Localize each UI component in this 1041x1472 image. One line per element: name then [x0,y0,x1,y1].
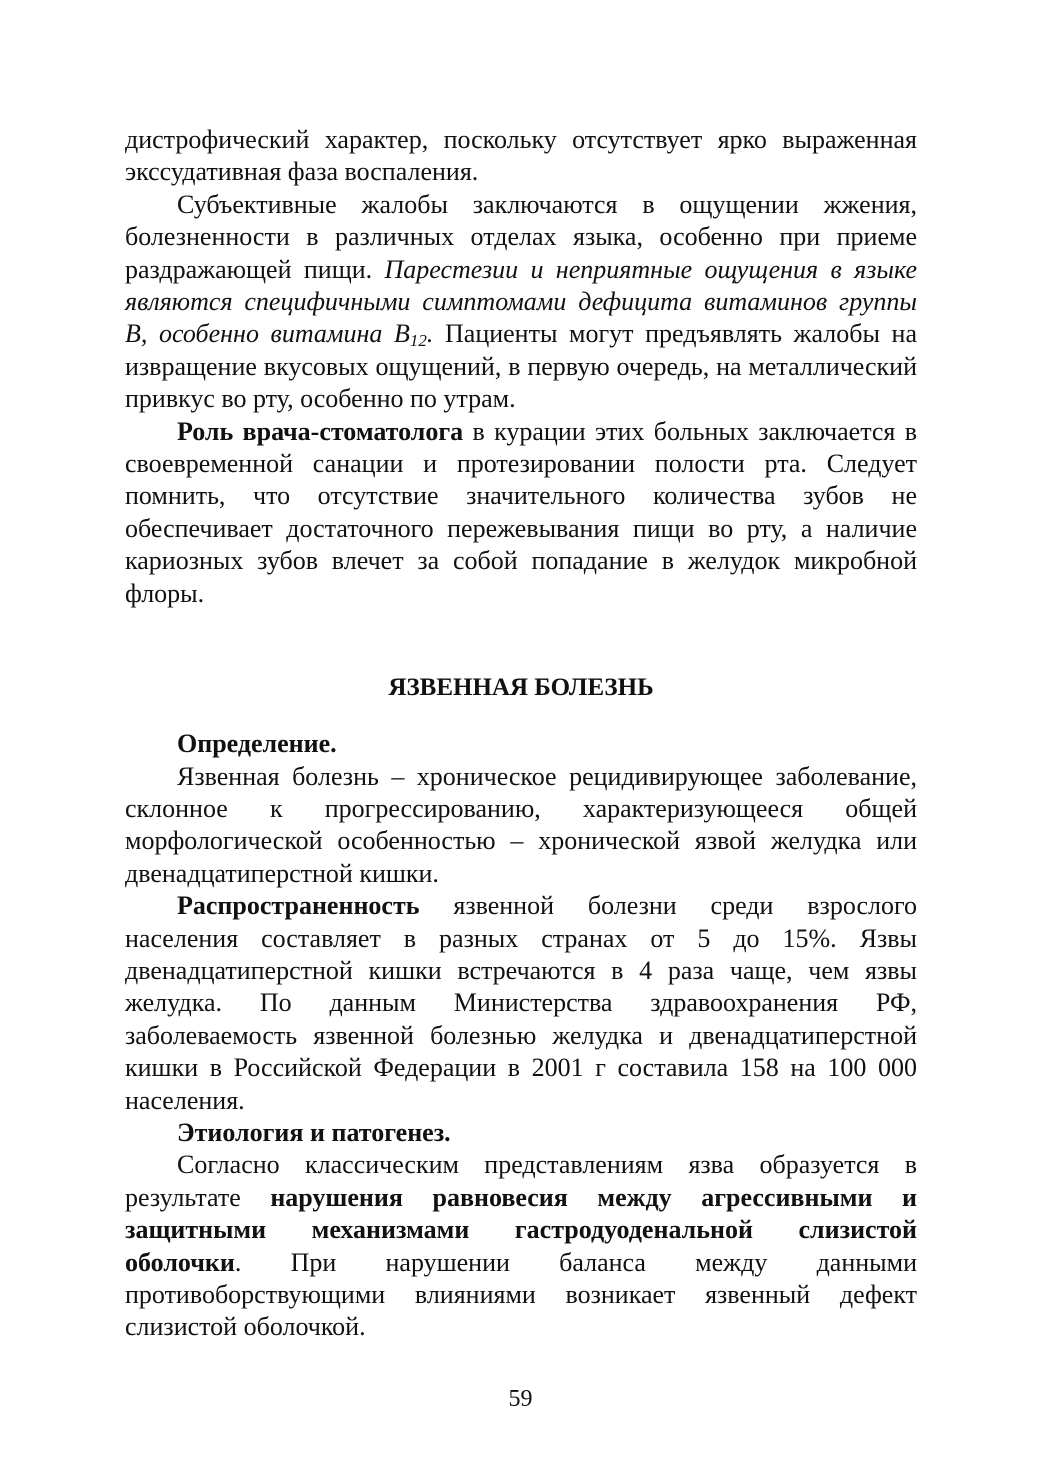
subscript: 12 [409,331,427,351]
paragraph-text: в курации этих больных заключается в своевременной санации и протезировании полости рта. Следует помнить, что отсутствие значительного количества зубов не обеспечивает достаточного пережевывания пищи во рту, а наличие кариозных зубов влечет за собой попадание в желудок микробной флоры. [125,416,917,608]
paragraph-continuation [125,124,917,189]
paragraph-text: Согласно классическим представлениям язва образуется в результате [125,1150,917,1212]
text-column [125,124,917,1344]
definition-label [125,728,917,760]
paragraph-text: Язвенная болезнь – хроническое рецидивирующее заболевание, склонное к прогрессированию, характеризующееся общей морфологической особенностью – хронической язвой желудка или двенадцатиперстной кишки. [125,761,917,888]
bold-label: Этиология и патогенез. [177,1117,451,1147]
paragraph-text: язвенной болезни среди взрослого населения составляет в разных странах от 5 до 15%. Язвы двенадцатиперстной кишки встречаются в 4 раза чаще, чем язвы желудка. По данным Министерства здравоохранения РФ, заболеваемость язвенной болезнью желудка и двенадцатиперстной кишки в Российской Федерации в 2001 г составила 158 на 100 000 населения. [125,891,917,1115]
paragraph-text: Пациенты могут предъявлять жалобы на извращение вкусовых ощущений, в первую очередь, на металлический привкус во рту, особенно по утрам. [125,319,917,414]
italic-text: Парестезии и неприятные ощущения в языке являются специфичными симптомами дефицита витаминов группы В, особенно витамина B [125,254,918,349]
paragraph-prevalence [125,890,917,1117]
bold-term: Роль врача-стоматолога [177,416,464,446]
paragraph-etiology [125,1149,917,1343]
paragraph-definition [125,761,917,891]
bold-label: Определение. [177,729,337,759]
section-heading: ЯЗВЕННАЯ БОЛЕЗНЬ [388,674,654,702]
bold-term: Распространенность [177,891,420,921]
paragraph-text: Субъективные жалобы заключаются в ощущении жжения, болезненности в различных отделах языка, особенно при приеме раздражающей пищи. [125,189,917,284]
italic-period: . [426,319,434,349]
paragraph-text: . При нарушении баланса между данными противоборствующими влияниями возникает язвенный дефект слизистой оболочкой. [125,1247,917,1342]
bold-term: нарушения равновесия между агрессивными и защитными механизмами гастродуоденальной слизистой оболочки [125,1182,917,1277]
paragraph-text: дистрофический характер, поскольку отсутствует ярко выраженная экссудативная фаза воспаления. [125,125,917,187]
paragraph-complaints [125,189,917,416]
page-number: 59 [508,1386,533,1412]
etiology-label [125,1117,917,1149]
paragraph-dentist-role [125,416,917,610]
